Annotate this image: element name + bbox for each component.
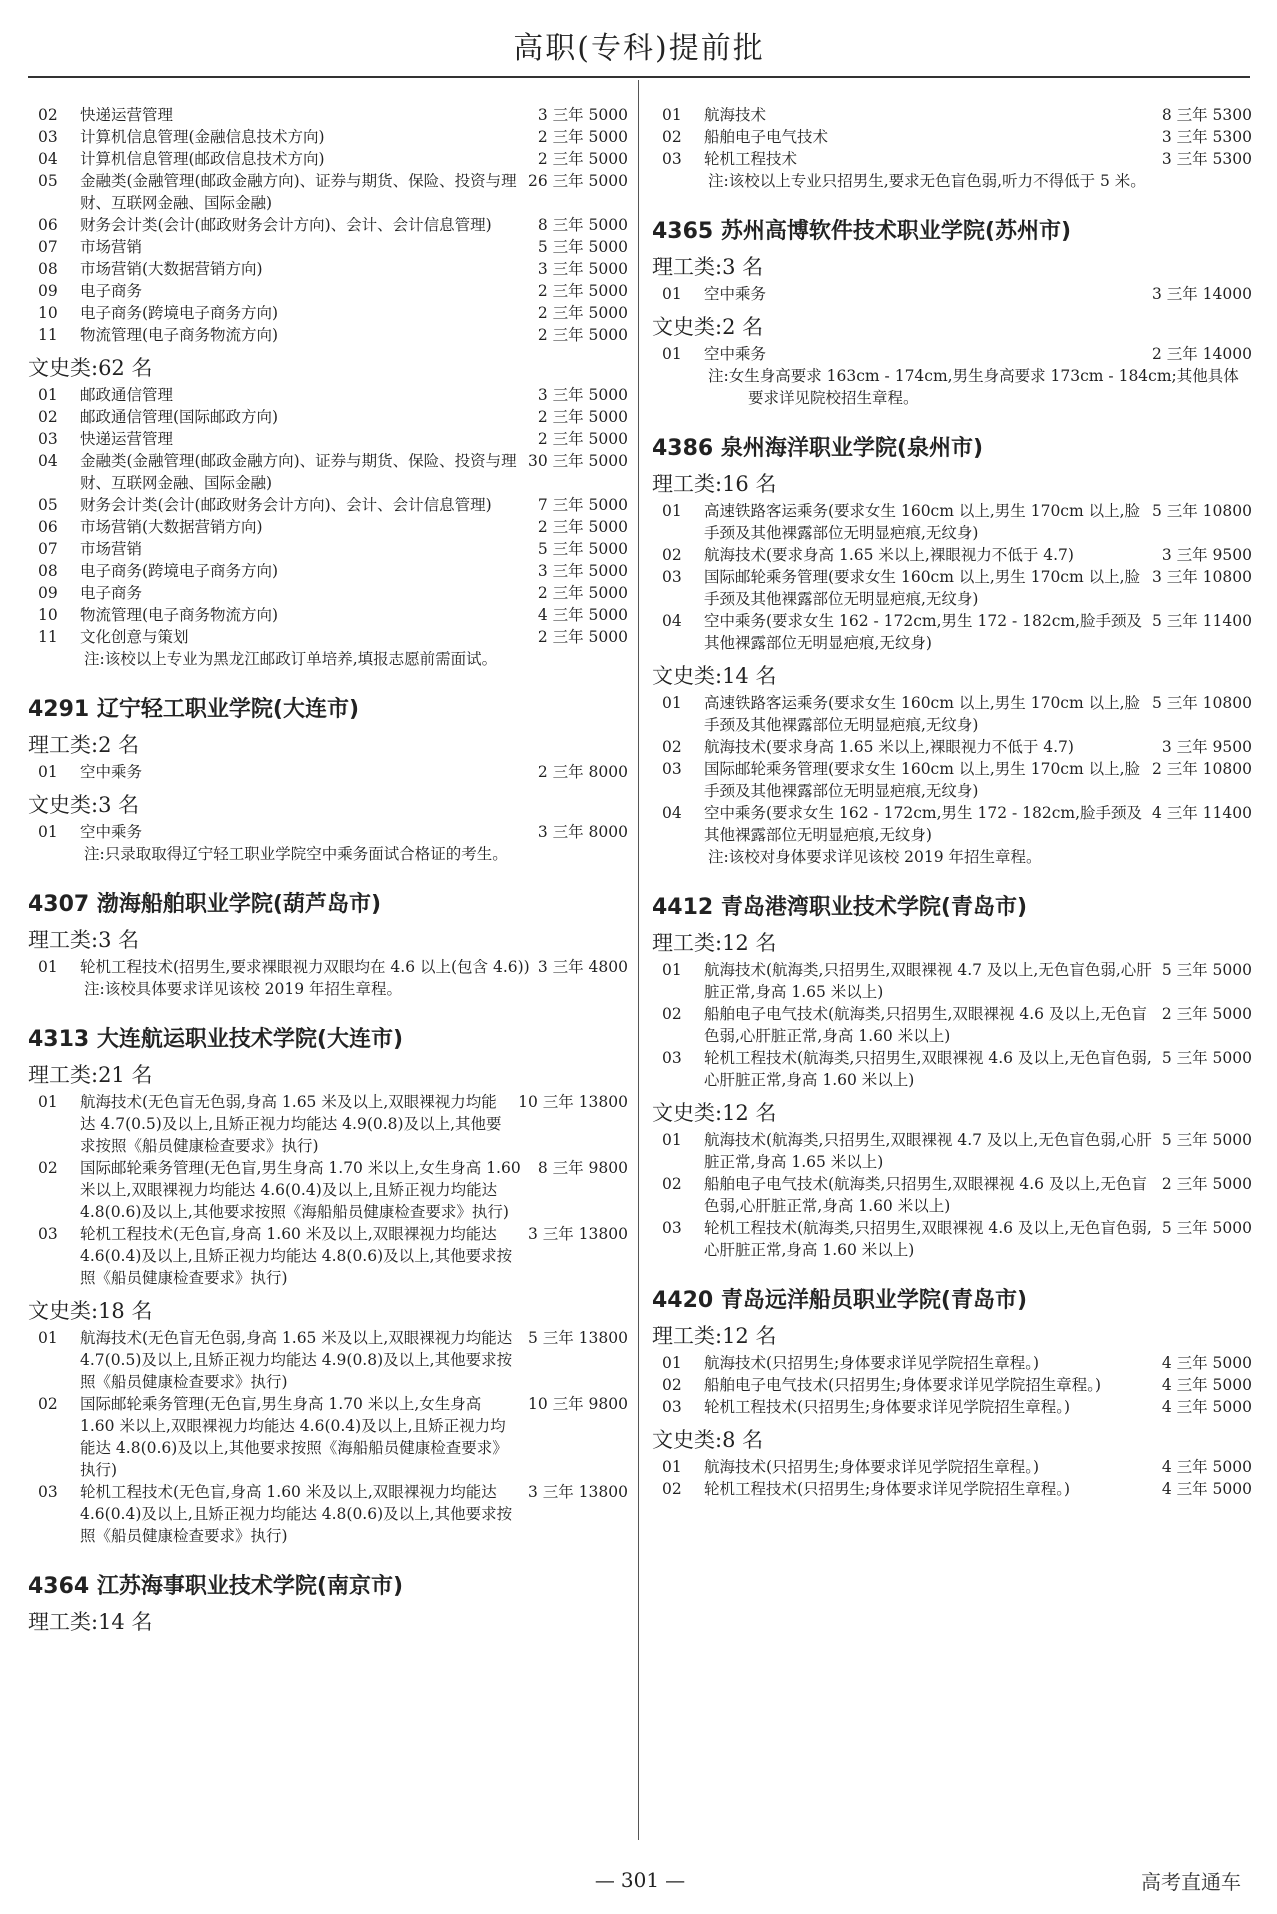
- major-name: 快递运营管理: [80, 430, 174, 448]
- major-name: 船舶电子电气技术: [704, 128, 829, 146]
- major-plan: 3 三年 9500: [1161, 738, 1252, 756]
- major-name: 轮机工程技术(无色盲,身高 1.60 米及以上,双眼裸视力均能达 4.6(0.4)及以上,且矫正视力均能达 4.8(0.6)及以上,其他要求按照《船员健康检查要求》执行): [80, 1483, 513, 1545]
- major-code: 09: [38, 584, 58, 602]
- major-row: [652, 692, 1252, 736]
- major-code: 02: [38, 1159, 58, 1177]
- major-code: 03: [662, 150, 682, 168]
- major-name: 高速铁路客运乘务(要求女生 160cm 以上,男生 170cm 以上,脸手颈及其他裸露部位无明显疤痕,无纹身): [704, 694, 1141, 734]
- major-name: 轮机工程技术(只招男生;身体要求详见学院招生章程。): [704, 1480, 1071, 1498]
- major-code: 03: [38, 128, 58, 146]
- school-heading: 4364 江苏海事职业技术学院(南京市): [28, 1574, 403, 1599]
- major-plan: 2 三年 5000: [537, 518, 628, 536]
- major-row: [652, 283, 1252, 305]
- major-row: [652, 104, 1252, 126]
- major-plan: 4 三年 5000: [1161, 1376, 1252, 1394]
- major-row: [652, 1217, 1252, 1261]
- major-code: 08: [38, 562, 58, 580]
- major-code: 03: [662, 760, 682, 778]
- major-name: 市场营销: [80, 238, 143, 256]
- major-code: 02: [38, 106, 58, 124]
- major-code: 01: [662, 502, 682, 520]
- major-plan: 5 三年 5000: [1161, 961, 1252, 979]
- major-plan: 2 三年 5000: [537, 326, 628, 344]
- major-code: 03: [38, 1483, 58, 1501]
- major-row: [28, 560, 628, 582]
- major-row: [28, 148, 628, 170]
- major-code: 06: [38, 518, 58, 536]
- major-name: 船舶电子电气技术(航海类,只招男生,双眼裸视 4.6 及以上,无色盲色弱,心肝脏正常,身高 1.60 米以上): [704, 1175, 1147, 1215]
- major-code: 02: [662, 1480, 682, 1498]
- major-name: 轮机工程技术(航海类,只招男生,双眼裸视 4.6 及以上,无色盲色弱,心肝脏正常,身高 1.60 米以上): [704, 1049, 1152, 1089]
- major-code: 03: [662, 1219, 682, 1237]
- major-code: 01: [38, 763, 58, 781]
- major-row: [28, 761, 628, 783]
- major-name: 轮机工程技术(招男生,要求裸眼视力双眼均在 4.6 以上(包含 4.6)): [80, 958, 530, 976]
- major-plan: 3 三年 5000: [537, 386, 628, 404]
- major-row: [652, 343, 1252, 365]
- major-plan: 5 三年 10800: [1151, 694, 1252, 712]
- major-plan: 8 三年 5000: [537, 216, 628, 234]
- category-heading: 理工类:21 名: [28, 1063, 153, 1087]
- major-name: 国际邮轮乘务管理(无色盲,男生身高 1.70 米以上,女生身高 1.60 米以上,双眼裸视力均能达 4.6(0.4)及以上,且矫正视力均能达 4.8(0.6)及以上,其他要求按照《海船船员健康检查要求》执行): [80, 1395, 508, 1479]
- major-plan: 3 三年 14000: [1151, 285, 1252, 303]
- major-name: 邮政通信管理: [80, 386, 174, 404]
- major-plan: 2 三年 5000: [537, 304, 628, 322]
- major-code: 04: [662, 612, 682, 630]
- major-name: 空中乘务(要求女生 162 - 172cm,男生 172 - 182cm,脸手颈及其他裸露部位无明显疤痕,无纹身): [704, 804, 1143, 844]
- major-code: 06: [38, 216, 58, 234]
- major-name: 航海技术(只招男生;身体要求详见学院招生章程。): [704, 1354, 1040, 1372]
- major-plan: 5 三年 5000: [1161, 1049, 1252, 1067]
- major-name: 航海技术(航海类,只招男生,双眼裸视 4.7 及以上,无色盲色弱,心肝脏正常,身高 1.65 米以上): [704, 961, 1152, 1001]
- note-text: 注:女生身高要求 163cm - 174cm,男生身高要求 173cm - 184cm;其他具体要求详见院校招生章程。: [708, 367, 1239, 407]
- major-row: [28, 302, 628, 324]
- major-code: 02: [38, 408, 58, 426]
- major-row: [652, 1003, 1252, 1047]
- major-name: 空中乘务: [80, 823, 143, 841]
- major-plan: 4 三年 5000: [1161, 1354, 1252, 1372]
- major-code: 03: [662, 1398, 682, 1416]
- note-text: 注:该校以上专业只招男生,要求无色盲色弱,听力不得低于 5 米。: [708, 172, 1146, 190]
- major-code: 04: [662, 804, 682, 822]
- major-row: [28, 280, 628, 302]
- major-plan: 3 三年 13800: [527, 1225, 628, 1243]
- category-heading: 理工类:3 名: [28, 928, 140, 952]
- major-code: 02: [662, 1376, 682, 1394]
- major-code: 01: [662, 1458, 682, 1476]
- category-heading: 文史类:18 名: [28, 1299, 153, 1323]
- major-plan: 7 三年 5000: [537, 496, 628, 514]
- major-plan: 2 三年 5000: [537, 628, 628, 646]
- major-name: 国际邮轮乘务管理(要求女生 160cm 以上,男生 170cm 以上,脸手颈及其他裸露部位无明显疤痕,无纹身): [704, 760, 1141, 800]
- major-row: [652, 1173, 1252, 1217]
- major-name: 航海技术(要求身高 1.65 米以上,裸眼视力不低于 4.7): [704, 738, 1074, 756]
- major-row: [652, 758, 1252, 802]
- major-row: [28, 384, 628, 406]
- right-column: [652, 104, 1252, 1500]
- major-code: 08: [38, 260, 58, 278]
- major-plan: 2 三年 5000: [1161, 1005, 1252, 1023]
- major-name: 轮机工程技术: [704, 150, 798, 168]
- major-name: 航海技术(无色盲无色弱,身高 1.65 米及以上,双眼裸视力均能达 4.7(0.5)及以上,且矫正视力均能达 4.9(0.8)及以上,其他要求按照《船员健康检查要求》执行): [80, 1093, 502, 1155]
- major-plan: 5 三年 5000: [1161, 1219, 1252, 1237]
- category-heading: 文史类:14 名: [652, 664, 777, 688]
- major-plan: 10 三年 13800: [518, 1093, 628, 1111]
- major-plan: 26 三年 5000: [527, 172, 628, 190]
- major-name: 空中乘务: [704, 285, 767, 303]
- major-name: 航海技术: [704, 106, 767, 124]
- major-name: 高速铁路客运乘务(要求女生 160cm 以上,男生 170cm 以上,脸手颈及其他裸露部位无明显疤痕,无纹身): [704, 502, 1141, 542]
- major-row: [28, 1091, 628, 1157]
- major-code: 01: [662, 106, 682, 124]
- major-row: [652, 802, 1252, 846]
- major-name: 航海技术(要求身高 1.65 米以上,裸眼视力不低于 4.7): [704, 546, 1074, 564]
- major-code: 02: [662, 546, 682, 564]
- major-row: [28, 956, 628, 978]
- left-column: [28, 104, 628, 1638]
- major-code: 04: [38, 452, 58, 470]
- major-row: [28, 516, 628, 538]
- major-code: 09: [38, 282, 58, 300]
- major-row: [28, 1157, 628, 1223]
- major-row: [652, 959, 1252, 1003]
- major-plan: 3 三年 5000: [537, 106, 628, 124]
- major-row: [28, 428, 628, 450]
- major-code: 01: [38, 823, 58, 841]
- major-code: 01: [662, 961, 682, 979]
- note-text: 注:该校以上专业为黑龙江邮政订单培养,填报志愿前需面试。: [84, 650, 498, 668]
- major-name: 邮政通信管理(国际邮政方向): [80, 408, 279, 426]
- major-plan: 2 三年 5000: [537, 128, 628, 146]
- major-name: 计算机信息管理(邮政信息技术方向): [80, 150, 325, 168]
- major-code: 01: [662, 1354, 682, 1372]
- major-code: 01: [38, 1329, 58, 1347]
- major-plan: 3 三年 4800: [537, 958, 628, 976]
- column-divider: [638, 80, 639, 1840]
- category-heading: 理工类:3 名: [652, 255, 764, 279]
- major-plan: 5 三年 11400: [1151, 612, 1252, 630]
- major-plan: 10 三年 9800: [527, 1395, 628, 1413]
- major-row: [28, 1327, 628, 1393]
- major-code: 01: [662, 285, 682, 303]
- major-plan: 5 三年 10800: [1151, 502, 1252, 520]
- major-code: 01: [662, 694, 682, 712]
- major-row: [652, 1396, 1252, 1418]
- major-row: [28, 406, 628, 428]
- note-text: 注:该校对身体要求详见该校 2019 年招生章程。: [708, 848, 1042, 866]
- major-name: 电子商务: [80, 282, 143, 300]
- major-plan: 2 三年 5000: [1161, 1175, 1252, 1193]
- major-plan: 3 三年 8000: [537, 823, 628, 841]
- major-plan: 2 三年 5000: [537, 282, 628, 300]
- major-row: [28, 1481, 628, 1547]
- major-row: [652, 544, 1252, 566]
- major-code: 03: [38, 430, 58, 448]
- category-heading: 理工类:2 名: [28, 733, 140, 757]
- major-row: [652, 610, 1252, 654]
- major-plan: 2 三年 5000: [537, 430, 628, 448]
- major-plan: 4 三年 5000: [1161, 1480, 1252, 1498]
- category-heading: 文史类:2 名: [652, 315, 764, 339]
- major-code: 11: [38, 326, 58, 344]
- major-plan: 4 三年 11400: [1151, 804, 1252, 822]
- major-name: 财务会计类(会计(邮政财务会计方向)、会计、会计信息管理): [80, 496, 492, 514]
- major-row: [28, 324, 628, 346]
- major-plan: 2 三年 5000: [537, 408, 628, 426]
- major-plan: 30 三年 5000: [527, 452, 628, 470]
- major-row: [28, 214, 628, 236]
- major-row: [652, 1374, 1252, 1396]
- major-plan: 3 三年 5300: [1161, 150, 1252, 168]
- major-name: 轮机工程技术(航海类,只招男生,双眼裸视 4.6 及以上,无色盲色弱,心肝脏正常,身高 1.60 米以上): [704, 1219, 1152, 1259]
- major-plan: 5 三年 5000: [537, 540, 628, 558]
- major-name: 船舶电子电气技术(航海类,只招男生,双眼裸视 4.6 及以上,无色盲色弱,心肝脏正常,身高 1.60 米以上): [704, 1005, 1147, 1045]
- major-code: 01: [38, 1093, 58, 1111]
- major-name: 计算机信息管理(金融信息技术方向): [80, 128, 325, 146]
- major-code: 10: [38, 304, 58, 322]
- major-name: 市场营销(大数据营销方向): [80, 518, 263, 536]
- major-plan: 4 三年 5000: [1161, 1398, 1252, 1416]
- major-row: [652, 736, 1252, 758]
- major-row: [652, 1456, 1252, 1478]
- major-row: [28, 170, 628, 214]
- major-row: [28, 626, 628, 648]
- major-name: 市场营销(大数据营销方向): [80, 260, 263, 278]
- school-heading: 4313 大连航运职业技术学院(大连市): [28, 1027, 403, 1052]
- major-row: [652, 500, 1252, 544]
- category-heading: 理工类:12 名: [652, 931, 777, 955]
- major-code: 05: [38, 496, 58, 514]
- major-row: [28, 604, 628, 626]
- major-code: 01: [662, 1131, 682, 1149]
- note-text: 注:该校具体要求详见该校 2019 年招生章程。: [84, 980, 403, 998]
- category-heading: 理工类:14 名: [28, 1610, 153, 1634]
- category-heading: 理工类:12 名: [652, 1324, 777, 1348]
- major-name: 物流管理(电子商务物流方向): [80, 326, 279, 344]
- major-name: 国际邮轮乘务管理(要求女生 160cm 以上,男生 170cm 以上,脸手颈及其他裸露部位无明显疤痕,无纹身): [704, 568, 1141, 608]
- major-name: 轮机工程技术(只招男生;身体要求详见学院招生章程。): [704, 1398, 1071, 1416]
- major-plan: 3 三年 10800: [1151, 568, 1252, 586]
- page-number-text: 301: [620, 1868, 660, 1892]
- major-name: 物流管理(电子商务物流方向): [80, 606, 279, 624]
- major-name: 市场营销: [80, 540, 143, 558]
- school-heading: 4365 苏州高博软件技术职业学院(苏州市): [652, 219, 1072, 244]
- major-row: [652, 1129, 1252, 1173]
- major-row: [28, 450, 628, 494]
- category-heading: 理工类:16 名: [652, 472, 777, 496]
- major-plan: 2 三年 5000: [537, 584, 628, 602]
- major-plan: 3 三年 9500: [1161, 546, 1252, 564]
- page-title: 高职(专科)提前批: [513, 31, 765, 66]
- major-name: 航海技术(航海类,只招男生,双眼裸视 4.7 及以上,无色盲色弱,心肝脏正常,身高 1.65 米以上): [704, 1131, 1152, 1171]
- major-name: 国际邮轮乘务管理(无色盲,男生身高 1.70 米以上,女生身高 1.60 米以上,双眼裸视力均能达 4.6(0.4)及以上,且矫正视力均能达 4.8(0.6)及以上,其他要求按照《海船船员健康检查要求》执行): [80, 1159, 521, 1221]
- school-heading: 4420 青岛远洋船员职业学院(青岛市): [652, 1288, 1027, 1313]
- major-name: 航海技术(只招男生;身体要求详见学院招生章程。): [704, 1458, 1040, 1476]
- major-row: [652, 126, 1252, 148]
- major-code: 07: [38, 238, 58, 256]
- page-header: [28, 26, 1250, 78]
- major-code: 01: [38, 386, 58, 404]
- major-plan: 5 三年 5000: [1161, 1131, 1252, 1149]
- major-code: 03: [38, 1225, 58, 1243]
- major-name: 船舶电子电气技术(只招男生;身体要求详见学院招生章程。): [704, 1376, 1102, 1394]
- major-row: [28, 582, 628, 604]
- major-code: 02: [662, 1005, 682, 1023]
- major-row: [652, 1352, 1252, 1374]
- major-plan: 5 三年 13800: [527, 1329, 628, 1347]
- major-plan: 3 三年 5300: [1161, 128, 1252, 146]
- major-name: 金融类(金融管理(邮政金融方向)、证券与期货、保险、投资与理财、互联网金融、国际金融): [80, 452, 517, 492]
- major-code: 01: [662, 345, 682, 363]
- major-name: 文化创意与策划: [80, 628, 189, 646]
- major-row: [652, 1047, 1252, 1091]
- major-code: 05: [38, 172, 58, 190]
- major-row: [28, 538, 628, 560]
- major-name: 电子商务(跨境电子商务方向): [80, 562, 279, 580]
- major-code: 02: [662, 738, 682, 756]
- major-row: [28, 236, 628, 258]
- major-name: 空中乘务: [80, 763, 143, 781]
- major-code: 04: [38, 150, 58, 168]
- major-plan: 3 三年 5000: [537, 260, 628, 278]
- major-name: 金融类(金融管理(邮政金融方向)、证券与期货、保险、投资与理财、互联网金融、国际金融): [80, 172, 517, 212]
- major-name: 财务会计类(会计(邮政财务会计方向)、会计、会计信息管理): [80, 216, 492, 234]
- major-plan: 4 三年 5000: [1161, 1458, 1252, 1476]
- major-plan: 3 三年 5000: [537, 562, 628, 580]
- major-code: 03: [662, 568, 682, 586]
- category-heading: 文史类:8 名: [652, 1428, 764, 1452]
- major-plan: 4 三年 5000: [537, 606, 628, 624]
- major-plan: 2 三年 8000: [537, 763, 628, 781]
- major-code: 02: [38, 1395, 58, 1413]
- major-name: 空中乘务: [704, 345, 767, 363]
- category-heading: 文史类:62 名: [28, 356, 153, 380]
- major-name: 快递运营管理: [80, 106, 174, 124]
- major-row: [28, 1223, 628, 1289]
- major-name: 电子商务: [80, 584, 143, 602]
- page-number: [540, 1868, 740, 1892]
- major-row: [28, 821, 628, 843]
- school-heading: 4291 辽宁轻工职业学院(大连市): [28, 697, 359, 722]
- major-plan: 2 三年 14000: [1151, 345, 1252, 363]
- major-code: 10: [38, 606, 58, 624]
- major-plan: 2 三年 10800: [1151, 760, 1252, 778]
- major-row: [652, 1478, 1252, 1500]
- major-code: 11: [38, 628, 58, 646]
- major-plan: 8 三年 5300: [1161, 106, 1252, 124]
- major-row: [28, 494, 628, 516]
- major-row: [28, 126, 628, 148]
- major-name: 航海技术(无色盲无色弱,身高 1.65 米及以上,双眼裸视力均能达 4.7(0.5)及以上,且矫正视力均能达 4.9(0.8)及以上,其他要求按照《船员健康检查要求》执行): [80, 1329, 513, 1391]
- category-heading: 文史类:12 名: [652, 1101, 777, 1125]
- major-plan: 3 三年 13800: [527, 1483, 628, 1501]
- major-row: [28, 258, 628, 280]
- major-plan: 8 三年 9800: [537, 1159, 628, 1177]
- major-row: [28, 104, 628, 126]
- major-name: 电子商务(跨境电子商务方向): [80, 304, 279, 322]
- major-plan: 2 三年 5000: [537, 150, 628, 168]
- major-row: [28, 1393, 628, 1481]
- major-row: [652, 566, 1252, 610]
- major-name: 空中乘务(要求女生 162 - 172cm,男生 172 - 182cm,脸手颈及其他裸露部位无明显疤痕,无纹身): [704, 612, 1143, 652]
- category-heading: 文史类:3 名: [28, 793, 140, 817]
- school-heading: 4307 渤海船舶职业学院(葫芦岛市): [28, 892, 381, 917]
- major-code: 02: [662, 1175, 682, 1193]
- major-code: 01: [38, 958, 58, 976]
- major-code: 07: [38, 540, 58, 558]
- school-heading: 4412 青岛港湾职业技术学院(青岛市): [652, 895, 1027, 920]
- major-plan: 5 三年 5000: [537, 238, 628, 256]
- major-code: 03: [662, 1049, 682, 1067]
- brand-label: 高考直通车: [1141, 1870, 1241, 1894]
- major-code: 02: [662, 128, 682, 146]
- note-text: 注:只录取取得辽宁轻工职业学院空中乘务面试合格证的考生。: [84, 845, 508, 863]
- school-heading: 4386 泉州海洋职业学院(泉州市): [652, 436, 983, 461]
- major-row: [652, 148, 1252, 170]
- major-name: 轮机工程技术(无色盲,身高 1.60 米及以上,双眼裸视力均能达 4.6(0.4)及以上,且矫正视力均能达 4.8(0.6)及以上,其他要求按照《船员健康检查要求》执行): [80, 1225, 513, 1287]
